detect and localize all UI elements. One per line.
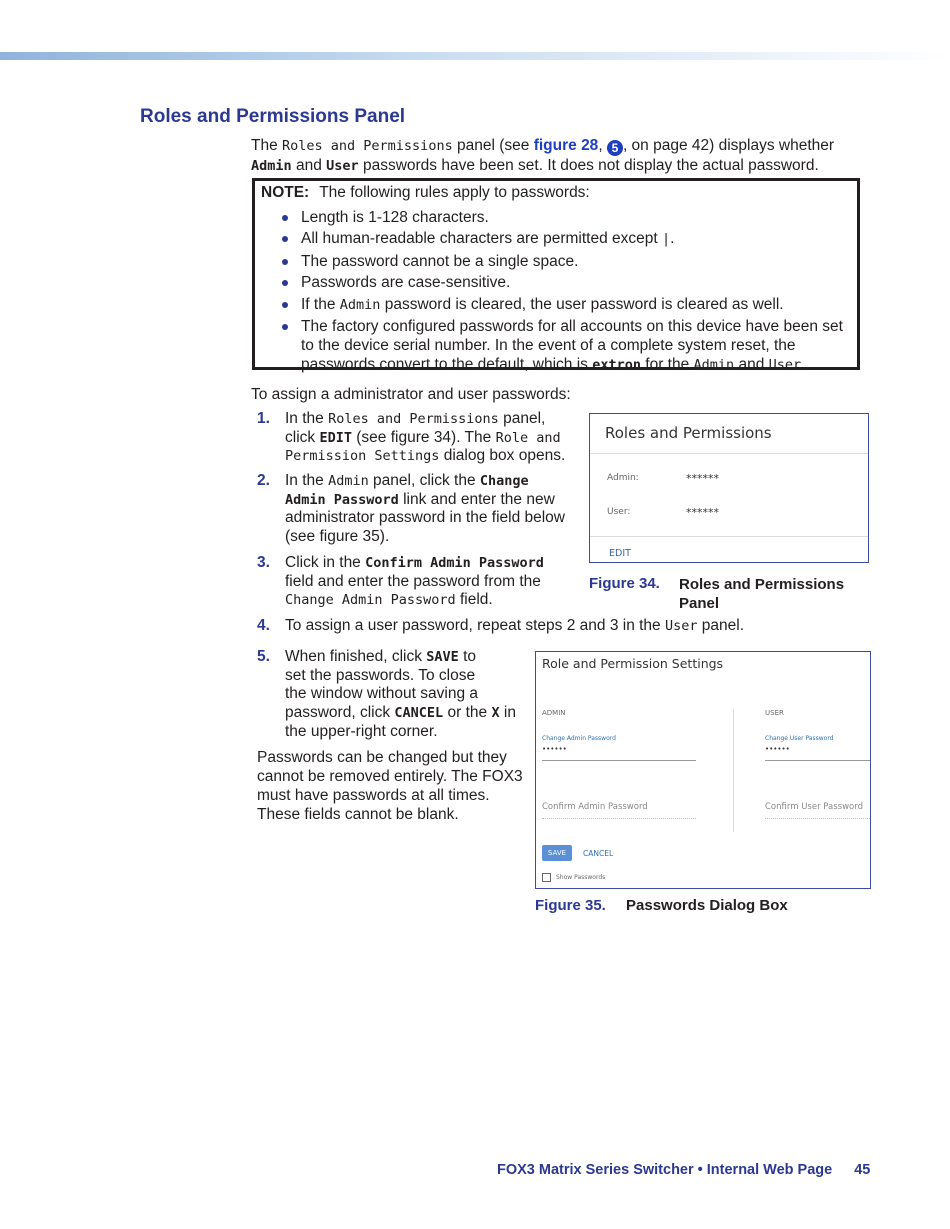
code-term: Admin Password <box>285 491 399 508</box>
step-2 <box>257 472 575 547</box>
step-text: In the <box>285 410 329 427</box>
figure-28-link[interactable]: figure 28 <box>533 137 599 154</box>
step-text: or the <box>443 704 492 722</box>
code-term: EDIT <box>319 429 352 446</box>
admin-field-underline <box>542 760 696 761</box>
step-text: In the <box>285 472 329 489</box>
rule-text: for the <box>640 355 694 373</box>
panel-title: Roles and Permissions <box>605 424 772 442</box>
code-term: Roles and Permissions <box>282 138 453 154</box>
code-term: Change Admin Password <box>285 592 456 609</box>
step-text: to <box>458 648 477 665</box>
cancel-button[interactable]: CANCEL <box>583 849 614 858</box>
list-item <box>255 208 855 227</box>
password-rules-list <box>255 208 855 377</box>
intro-text: , <box>598 137 607 154</box>
change-admin-password-field[interactable]: Change Admin Password <box>542 735 616 742</box>
intro-paragraph <box>251 136 851 176</box>
intro-text: passwords have been set. It does not display the actual password. <box>358 157 819 174</box>
step-text: panel, click the <box>368 472 480 489</box>
page-number: 45 <box>854 1162 871 1178</box>
step-number: 1. <box>257 410 270 427</box>
step-number: 2. <box>257 472 270 489</box>
intro-text: , on page 42) displays whether <box>622 137 835 154</box>
roles-permissions-panel-screenshot <box>589 413 869 563</box>
code-term: Confirm Admin Password <box>365 555 544 571</box>
intro-text: The <box>251 137 283 154</box>
step-text: Click in the <box>285 554 366 571</box>
code-term: User <box>326 158 359 174</box>
step-text: When finished, click <box>285 648 427 665</box>
rule-text: and <box>734 355 769 373</box>
step-text: password, click <box>285 704 395 722</box>
user-section-header: USER <box>765 709 784 717</box>
code-term: Admin <box>251 158 292 174</box>
figure-35-caption-text: Passwords Dialog Box <box>626 897 788 914</box>
step-text: (see figure 35). <box>285 528 390 546</box>
user-field-underline <box>765 760 870 761</box>
role-permission-settings-dialog <box>535 651 871 889</box>
admin-section-header: ADMIN <box>542 709 566 717</box>
rule-text: The password cannot be a single space. <box>301 252 579 270</box>
note-header <box>261 184 590 202</box>
code-term: Change <box>479 473 529 489</box>
save-button[interactable]: SAVE <box>542 845 572 861</box>
step-text: field. <box>455 591 493 609</box>
note-box <box>252 178 860 373</box>
code-term: | <box>662 231 671 248</box>
step-text: set the passwords. To close <box>285 666 476 684</box>
code-term: User <box>768 356 802 373</box>
rule-text: . <box>670 230 675 248</box>
caption-text: Panel <box>679 595 720 612</box>
column-divider <box>733 709 734 832</box>
note-text: The following rules apply to passwords: <box>319 184 590 201</box>
code-term: Admin <box>693 356 735 373</box>
edit-link[interactable]: EDIT <box>609 548 631 559</box>
admin-label: Admin: <box>607 473 639 483</box>
admin-password-dots: •••••• <box>542 745 567 753</box>
user-password-dots: •••••• <box>765 745 790 753</box>
code-term: X <box>491 705 500 722</box>
rule-text: Passwords are case-sensitive. <box>301 274 511 292</box>
header-gradient-bar <box>0 52 950 60</box>
figure-number: Figure 34. <box>589 575 660 592</box>
code-term: CANCEL <box>394 705 444 722</box>
code-term: Role and <box>495 429 561 446</box>
rule-text: Length is 1-128 characters. <box>301 209 489 226</box>
step-text: dialog box opens. <box>439 447 566 465</box>
show-passwords-checkbox[interactable] <box>542 873 551 882</box>
rule-text: . <box>801 355 806 373</box>
list-item <box>255 317 855 375</box>
figure-34-caption-text <box>679 575 844 613</box>
admin-confirm-underline <box>542 818 696 819</box>
code-term: extron <box>592 356 641 373</box>
page-footer <box>497 1162 870 1178</box>
code-term: Roles and Permissions <box>328 411 499 427</box>
step-text: the window without saving a <box>285 685 479 703</box>
code-term: Admin <box>339 296 381 313</box>
rule-text: All human-readable characters are permitted except <box>301 230 662 248</box>
code-term: Admin <box>328 473 369 489</box>
passwords-paragraph: Passwords can be changed but they cannot be removed entirely. The FOX3 must have passwords at all times. These fields cannot be blank. <box>257 749 523 823</box>
callout-number-icon: 5 <box>607 140 623 156</box>
step-number: 3. <box>257 554 270 571</box>
rule-text: The factory configured passwords for all accounts on this device have been set to the device serial number. In the event of a complete system reset, the passwords convert to the default, which is <box>301 317 843 373</box>
step-text: (see figure 34). The <box>351 428 496 446</box>
figure-35-caption <box>535 897 606 914</box>
code-term: SAVE <box>426 649 459 665</box>
user-confirm-underline <box>765 818 870 819</box>
confirm-user-password-field[interactable]: Confirm User Password <box>765 802 863 812</box>
user-label: User: <box>607 507 631 517</box>
intro-text: and <box>291 157 327 174</box>
step-text: click <box>285 428 320 446</box>
step-text: field and enter the password from the <box>285 572 541 590</box>
user-password-value: ****** <box>686 506 719 519</box>
step-text: in <box>499 704 516 722</box>
step-5 <box>257 648 530 742</box>
divider <box>590 453 868 454</box>
figure-number: Figure 35. <box>535 897 606 914</box>
step-text: administrator password in the field below <box>285 509 565 527</box>
code-term: Permission Settings <box>285 448 440 465</box>
footer-title: FOX3 Matrix Series Switcher • Internal Web Page <box>497 1162 833 1178</box>
assign-intro: To assign a administrator and user passwords: <box>251 386 571 403</box>
code-term: User <box>664 618 698 634</box>
step-text: panel, <box>498 410 546 427</box>
section-heading: Roles and Permissions Panel <box>140 106 406 127</box>
caption-text: Roles and Permissions <box>679 576 845 593</box>
rule-text: If the <box>301 295 340 313</box>
step-4 <box>257 617 845 636</box>
step-3 <box>257 554 575 610</box>
step-text: link and enter the new <box>398 490 555 508</box>
change-user-password-field[interactable]: Change User Password <box>765 735 834 742</box>
step-number: 5. <box>257 648 270 665</box>
admin-password-value: ****** <box>686 472 719 485</box>
note-label: NOTE: <box>261 184 310 201</box>
step-text: To assign a user password, repeat steps 2 and 3 in the <box>285 617 665 634</box>
step-1 <box>257 410 575 466</box>
list-item <box>255 252 855 271</box>
divider <box>590 536 868 537</box>
list-item <box>255 229 855 249</box>
rule-text: password is cleared, the user password is cleared as well. <box>380 295 784 313</box>
step-text: the upper-right corner. <box>285 722 438 740</box>
dialog-title: Role and Permission Settings <box>542 656 724 671</box>
step-number: 4. <box>257 617 270 634</box>
figure-34-caption <box>589 575 660 592</box>
list-item <box>255 273 855 292</box>
list-item <box>255 295 855 315</box>
show-passwords-label: Show Passwords <box>556 874 606 881</box>
confirm-admin-password-field[interactable]: Confirm Admin Password <box>542 802 648 812</box>
step-text: panel. <box>697 617 745 634</box>
intro-text: panel (see <box>452 137 534 154</box>
